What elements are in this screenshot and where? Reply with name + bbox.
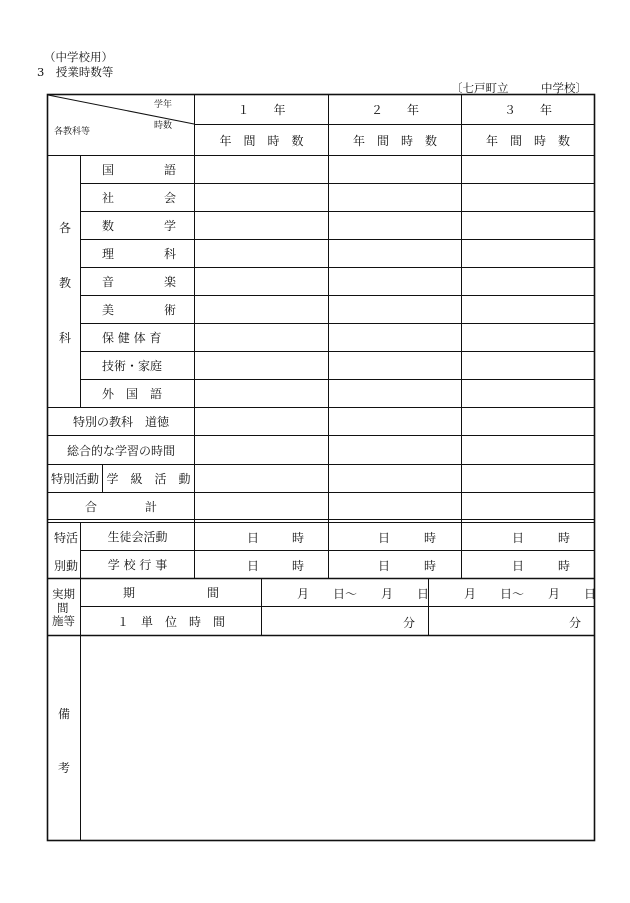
corner-diagonal: [48, 95, 194, 124]
special-activity-label: 特別活動: [50, 472, 99, 486]
subjects-group-char-1: 各: [59, 221, 72, 235]
corner-subjects-label: 各教科等: [54, 127, 91, 137]
period-range-1: 月 日〜 月 日: [297, 587, 430, 601]
section-title: 3 授業時数等: [37, 65, 114, 79]
subject-japanese: 国 語: [102, 163, 176, 177]
period-label-1: 実期: [52, 587, 75, 601]
unit-minutes-2: 分: [569, 616, 582, 630]
grade-2-header: ２ 年: [370, 103, 419, 117]
subject-social-studies: 社 会: [102, 191, 176, 205]
total-label: 合 計: [84, 499, 157, 514]
events-g1-hour: 時: [292, 559, 305, 573]
period-label-3: 施等: [52, 614, 75, 628]
school-events-label: 学 校 行 事: [107, 558, 168, 572]
period-label: 期 間: [122, 586, 219, 600]
class-activity-label: 学 級 活 動: [106, 472, 191, 486]
events-g2-hour: 時: [424, 559, 437, 573]
subject-music: 音 楽: [102, 275, 176, 289]
corner-grade-label: 学年: [154, 100, 173, 110]
grade-2-annual-hours: 年 間 時 数: [352, 133, 437, 148]
subject-math: 数 学: [102, 219, 176, 233]
remarks-label-1: 備: [58, 707, 71, 721]
period-label-2: 間: [57, 601, 69, 615]
subject-tech-home: 技術・家庭: [102, 359, 163, 373]
remarks-area[interactable]: [82, 637, 593, 839]
corner-hours-label: 時数: [154, 121, 173, 131]
subject-science: 理 科: [102, 247, 176, 261]
student-council-label: 生徒会活動: [107, 530, 168, 544]
integrated-study-label: 総合的な学習の時間: [66, 443, 175, 458]
subject-health-pe: 保 健 体 育: [102, 331, 162, 345]
council-g2-day: 日: [378, 531, 391, 545]
events-g3-day: 日: [512, 559, 525, 573]
school-type-label: （中学校用）: [44, 50, 113, 64]
council-g2-hour: 時: [424, 531, 437, 545]
tokkatsu-label-1: 特活: [54, 531, 79, 545]
council-g3-day: 日: [512, 531, 525, 545]
school-label: 中学校〕: [541, 81, 587, 95]
moral-education-label: 特別の教科 道徳: [72, 415, 169, 429]
tokkatsu-label-2: 別動: [54, 559, 79, 573]
events-g2-day: 日: [378, 559, 391, 573]
remarks-label-2: 考: [58, 761, 71, 775]
town-label: 〔七戸町立: [451, 81, 509, 95]
period-range-2: 月 日〜 月 日: [464, 587, 597, 601]
unit-time-label: １ 単 位 時 間: [116, 614, 225, 629]
grade-1-header: １ 年: [237, 103, 286, 117]
subject-foreign-lang: 外 国 語: [102, 387, 163, 401]
subjects-group-char-3: 科: [59, 331, 72, 345]
subjects-group-char-2: 教: [59, 276, 72, 290]
subject-art: 美 術: [102, 303, 176, 317]
council-g1-hour: 時: [292, 531, 305, 545]
events-g1-day: 日: [247, 559, 260, 573]
council-g3-hour: 時: [558, 531, 571, 545]
grade-1-annual-hours: 年 間 時 数: [219, 133, 304, 148]
events-g3-hour: 時: [558, 559, 571, 573]
grade-3-header: ３ 年: [503, 103, 552, 117]
grade-3-annual-hours: 年 間 時 数: [485, 133, 570, 148]
unit-minutes-1: 分: [403, 616, 416, 630]
council-g1-day: 日: [247, 531, 260, 545]
